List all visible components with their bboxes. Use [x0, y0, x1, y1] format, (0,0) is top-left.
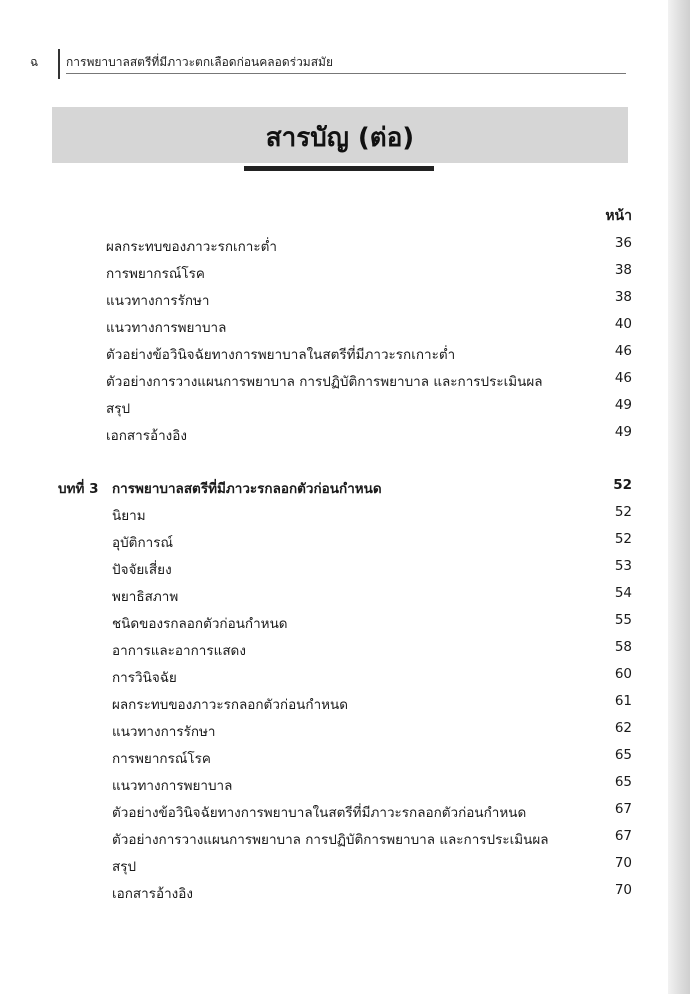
- toc-entry-label: ผลกระทบของภาวะรกลอกตัวก่อนกำหนด: [112, 697, 349, 713]
- toc-entry-page: 46: [614, 370, 632, 386]
- toc-entry-label: ผลกระทบของภาวะรกเกาะต่ำ: [106, 239, 277, 255]
- toc-entry-label: เอกสารอ้างอิง: [112, 886, 193, 902]
- toc-entry-label: แนวทางการรักษา: [106, 293, 210, 309]
- chapter-number: บทที่ 3: [58, 481, 99, 497]
- toc-entry-label: แนวทางการพยาบาล: [112, 778, 233, 794]
- toc-entry[interactable]: [0, 639, 668, 663]
- toc-entry[interactable]: [0, 666, 668, 690]
- toc-entry[interactable]: [0, 262, 668, 286]
- toc-entry[interactable]: [0, 774, 668, 798]
- toc-entry-page: 70: [614, 855, 632, 871]
- toc-entry-page: 53: [614, 558, 632, 574]
- toc-entry[interactable]: [0, 343, 668, 367]
- toc-entry-page: 62: [614, 720, 632, 736]
- toc-entry[interactable]: [0, 720, 668, 744]
- toc-entry-page: 49: [614, 424, 632, 440]
- toc-entry-label: แนวทางการพยาบาล: [106, 320, 227, 336]
- toc-entry-label: แนวทางการรักษา: [112, 724, 216, 740]
- toc-entry[interactable]: [0, 531, 668, 555]
- toc-entry-page: 38: [614, 262, 632, 278]
- toc-entry[interactable]: [0, 504, 668, 528]
- toc-entry-page: 65: [614, 774, 632, 790]
- toc-entry[interactable]: [0, 828, 668, 852]
- toc-entry-page: 49: [614, 397, 632, 413]
- toc-entry-label: สรุป: [106, 401, 131, 417]
- toc-entry-page: 60: [614, 666, 632, 682]
- toc-entry[interactable]: [0, 882, 668, 906]
- toc-entry-label: การวินิจฉัย: [112, 670, 177, 686]
- toc-entry[interactable]: [0, 855, 668, 879]
- toc-entry-label: อาการและอาการแสดง: [112, 643, 246, 659]
- toc-entry[interactable]: [0, 693, 668, 717]
- chapter-page: 52: [613, 477, 632, 493]
- toc-entry[interactable]: [0, 801, 668, 825]
- toc-entry[interactable]: [0, 612, 668, 636]
- toc-entry[interactable]: [0, 397, 668, 421]
- chapter-title: การพยาบาลสตรีที่มีภาวะรกลอกตัวก่อนกำหนด: [112, 481, 382, 497]
- toc-entry-label: ปัจจัยเสี่ยง: [112, 562, 172, 578]
- toc-entry-label: สรุป: [112, 859, 137, 875]
- toc-entry-page: 67: [614, 801, 632, 817]
- toc-entry-label: ชนิดของรกลอกตัวก่อนกำหนด: [112, 616, 288, 632]
- toc-entry[interactable]: [0, 585, 668, 609]
- page-column-header: หน้า: [605, 208, 632, 224]
- toc-entry-page: 46: [614, 343, 632, 359]
- toc-entry-page: 40: [614, 316, 632, 332]
- page-title: สารบัญ (ต่อ): [265, 123, 415, 153]
- toc-entry[interactable]: [0, 370, 668, 394]
- toc-entry[interactable]: [0, 558, 668, 582]
- toc-entry-page: 61: [614, 693, 632, 709]
- toc-entry-page: 54: [614, 585, 632, 601]
- toc-entry-page: 70: [614, 882, 632, 898]
- toc-entry[interactable]: [0, 424, 668, 448]
- toc-entry[interactable]: [0, 235, 668, 259]
- toc-entry-label: ตัวอย่างการวางแผนการพยาบาล การปฏิบัติการพยาบาล และการประเมินผล: [112, 832, 549, 848]
- toc-entry-label: เอกสารอ้างอิง: [106, 428, 187, 444]
- toc-entry-label: การพยากรณ์โรค: [106, 266, 205, 282]
- toc-entry-label: การพยากรณ์โรค: [112, 751, 211, 767]
- toc-chapter-heading[interactable]: [0, 477, 668, 501]
- toc-entry[interactable]: [0, 316, 668, 340]
- toc-entry-page: 52: [614, 504, 632, 520]
- toc-entry-page: 65: [614, 747, 632, 763]
- toc-entry[interactable]: [0, 747, 668, 771]
- toc-entry-label: ตัวอย่างการวางแผนการพยาบาล การปฏิบัติการพยาบาล และการประเมินผล: [106, 374, 543, 390]
- toc-entry-page: 67: [614, 828, 632, 844]
- toc-entry-label: ตัวอย่างข้อวินิจฉัยทางการพยาบาลในสตรีที่มีภาวะรกลอกตัวก่อนกำหนด: [112, 805, 527, 821]
- page-letter: ฉ: [30, 55, 39, 69]
- toc-entry-page: 58: [614, 639, 632, 655]
- running-head-title: การพยาบาลสตรีที่มีภาวะตกเลือดก่อนคลอดร่วมสมัย: [66, 55, 333, 69]
- toc-entry-page: 55: [614, 612, 632, 628]
- toc-entry-label: ตัวอย่างข้อวินิจฉัยทางการพยาบาลในสตรีที่มีภาวะรกเกาะต่ำ: [106, 347, 456, 363]
- toc-entry-page: 36: [614, 235, 632, 251]
- toc-entry-page: 38: [614, 289, 632, 305]
- toc-entry[interactable]: [0, 289, 668, 313]
- toc-entry-label: พยาธิสภาพ: [112, 589, 179, 605]
- toc-entry-page: 52: [614, 531, 632, 547]
- toc-entry-label: อุบัติการณ์: [112, 535, 173, 551]
- toc-entry-label: นิยาม: [112, 508, 146, 524]
